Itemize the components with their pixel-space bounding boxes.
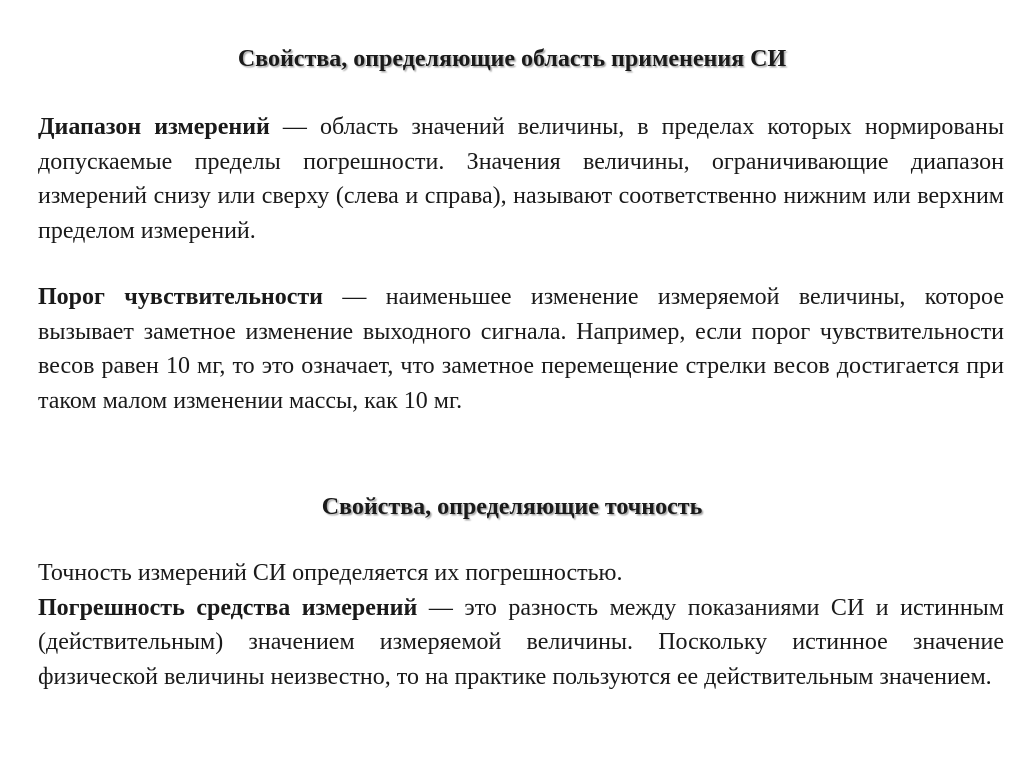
term-instrument-error: Погрешность средства измерений [38,594,418,621]
paragraph-sensitivity-threshold [38,280,1004,418]
term-sensitivity-threshold: Порог чувствительности [38,284,324,310]
definition-sensitivity-threshold: — наименьшее изменение измеряемой величины, которое вызывает заметное изменение выходного сигнала. Например, если порог чувствительности весов равен 10 мг, то это означает, что заметное перемещение стрелки весов достигается при таком малом изменении массы, как 10 мг. [38,284,1005,414]
paragraph-measurement-range [38,110,1004,248]
term-measurement-range: Диапазон измерений [38,114,270,140]
definition-measurement-range: — область значений величины, в пределах которых нормированы допускаемые пределы погрешности. Значения величины, ограничивающие диапазон измерений снизу или сверху (слева и справа), называют соответственно нижним или верхним пределом измерений. [38,114,1004,244]
paragraph-accuracy [38,556,1004,694]
section-title-accuracy: Свойства, определяющие точность [321,494,703,520]
accuracy-intro: Точность измерений СИ определяется их погрешностью. [38,560,623,586]
definition-instrument-error: — это разность между показаниями СИ и истинным (действительным) значением измеряемой величины. Поскольку истинное значение физической величины неизвестно, то на практике пользуются ее действительным значением. [38,594,1004,690]
section-title-application: Свойства, определяющие область применения СИ [237,46,787,72]
